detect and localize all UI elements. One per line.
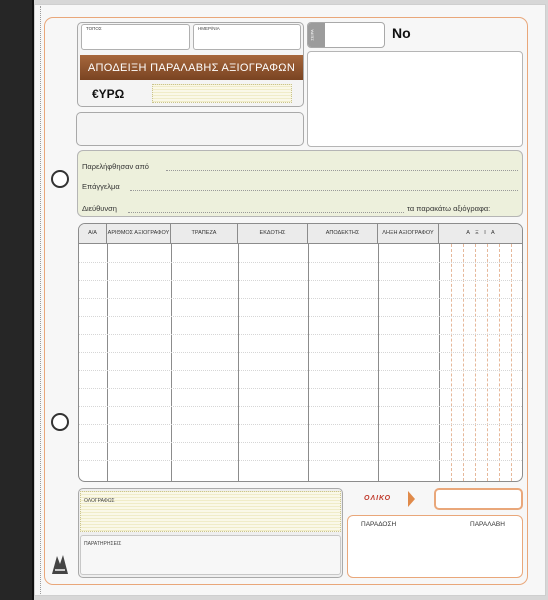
currency-label: €ΥΡΩ xyxy=(92,87,125,101)
securities-table xyxy=(78,223,523,482)
series-label: ΣΕΙΡΑ xyxy=(309,29,315,41)
header-issuer: ΕΚΔΟΤΗΣ xyxy=(238,224,308,244)
total-field[interactable] xyxy=(434,488,523,510)
table-row[interactable] xyxy=(79,370,522,371)
table-row[interactable] xyxy=(79,262,522,263)
address-line[interactable] xyxy=(128,212,404,213)
form-title: ΑΠΟΔΕΙΞΗ ΠΑΡΑΛΑΒΗΣ ΑΞΙΟΓΡΑΦΩΝ xyxy=(80,55,303,80)
binding-strip xyxy=(0,0,34,600)
table-row[interactable] xyxy=(79,316,522,317)
table-row[interactable] xyxy=(79,460,522,461)
series-field[interactable] xyxy=(307,22,385,48)
profession-label: Επάγγελμα xyxy=(82,182,120,191)
header-payee: ΑΠΟΔΕΚΤΗΣ xyxy=(308,224,378,244)
received-from-label: Παρελήφθησαν από xyxy=(82,162,149,171)
delivered-label: ΠΑΡΑΔΟΣΗ xyxy=(361,521,397,528)
received-from-line[interactable] xyxy=(166,170,518,171)
in-words-label: ΟΛΟΓΡΑΦΩΣ xyxy=(84,498,115,504)
received-label: ΠΑΡΑΛΑΒΗ xyxy=(470,521,505,528)
signatures-box[interactable] xyxy=(347,515,523,578)
amount-field[interactable] xyxy=(152,84,292,103)
table-row[interactable] xyxy=(79,352,522,353)
issuer-stamp-box[interactable] xyxy=(307,51,523,147)
date-label: ΗΜΕΡ/ΝΙΑ xyxy=(198,26,220,31)
header-aa: Α/Α xyxy=(79,224,107,244)
header-bank: ΤΡΑΠΕΖΑ xyxy=(171,224,238,244)
table-row[interactable] xyxy=(79,442,522,443)
securities-label: τα παρακάτω αξιόγραφα: xyxy=(407,204,491,213)
table-row[interactable] xyxy=(79,388,522,389)
table-row[interactable] xyxy=(79,406,522,407)
date-field[interactable] xyxy=(193,24,301,50)
series-tab xyxy=(308,23,325,47)
extra-panel[interactable] xyxy=(76,112,304,146)
publisher-logo-icon xyxy=(49,552,71,576)
header-security-number: ΑΡΙΘΜΟΣ ΑΞΙΟΓΡΑΦΟΥ xyxy=(107,224,171,244)
total-label: ΟΛΙΚΟ xyxy=(364,495,392,502)
table-row[interactable] xyxy=(79,298,522,299)
place-field[interactable] xyxy=(81,24,190,50)
table-row[interactable] xyxy=(79,334,522,335)
total-arrow-icon xyxy=(408,491,415,507)
header-maturity: ΛΗΞΗ ΑΞΙΟΓΡΑΦΟΥ xyxy=(378,224,439,244)
table-row[interactable] xyxy=(79,280,522,281)
number-label: No xyxy=(392,25,411,41)
header-value: Α Ξ Ι Α xyxy=(439,224,523,244)
remarks-field[interactable] xyxy=(80,535,341,575)
profession-line[interactable] xyxy=(130,190,518,191)
place-label: ΤΟΠΟΣ xyxy=(86,26,102,31)
perforation-line xyxy=(40,6,41,594)
address-label: Διεύθυνση xyxy=(82,204,117,213)
table-row[interactable] xyxy=(79,424,522,425)
remarks-label: ΠΑΡΑΤΗΡΗΣΕΙΣ xyxy=(84,541,122,547)
in-words-field[interactable] xyxy=(80,491,341,532)
